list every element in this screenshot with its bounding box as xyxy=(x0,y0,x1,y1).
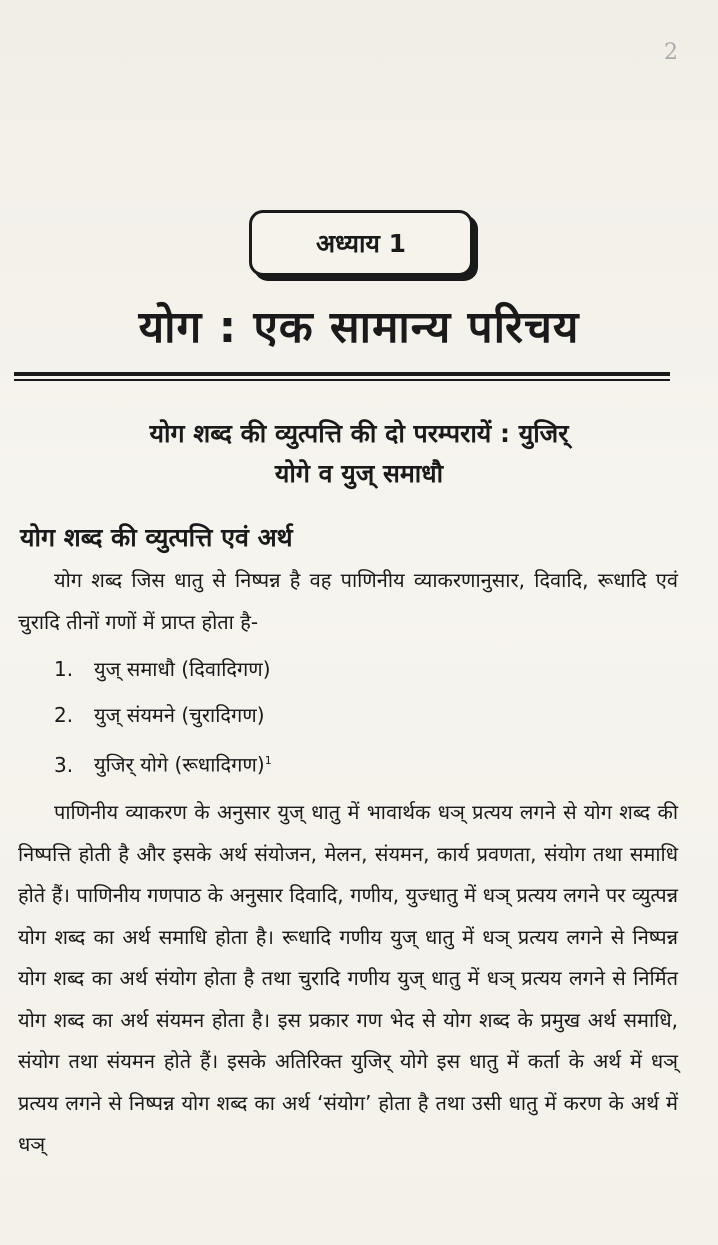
list-item-text: युज् संयमने (चुरादिगण) xyxy=(94,703,265,727)
list-item xyxy=(54,646,272,692)
subtitle-line-1: योग शब्द की व्युत्पत्ति की दो परम्परायें : युजिर् xyxy=(149,419,569,448)
paragraph-1: योग शब्द जिस धातु से निष्पन्न है वह पाणिनीय व्याकरणानुसार, दिवादि, रूधादि एवं चुरादि तीनों गणों में प्राप्त होता है- xyxy=(18,568,678,634)
chapter-subtitle xyxy=(40,414,678,494)
root-list xyxy=(54,646,272,788)
footnote-marker: 1 xyxy=(264,754,272,767)
paragraph-2: पाणिनीय व्याकरण के अनुसार युज् धातु में भावार्थक धञ् प्रत्यय लगने से योग शब्द की निष्पत्ति होती है और इसके अर्थ संयोजन, मेलन, संयमन, कार्य प्रवणता, संयोग तथा समाधि होते हैं। पाणिनीय गणपाठ के अनुसार दिवादि, गणीय, युज्धातु में धञ् प्रत्यय लगने पर व्युत्पन्न योग शब्द का अर्थ समाधि होता है। रूधादि गणीय युज् धातु में धञ् प्रत्यय लगने से निष्पन्न योग शब्द का अर्थ संयोग होता है तथा चुरादि गणीय युज् धातु में धञ् प्रत्यय लगने से निर्मित योग शब्द का अर्थ संयमन होता है। इस प्रकार गण भेद से योग शब्द के प्रमुख अर्थ समाधि, संयोग तथा संयमन होते हैं। इसके अतिरिक्त युजिर् योगे इस धातु में कर्ता के अर्थ में धञ् प्रत्यय लगने से निष्पन्न योग शब्द का अर्थ ‘संयोग’ होता है तथा उसी धातु में करण के अर्थ में धञ् xyxy=(18,800,678,1156)
title-rule-thick xyxy=(14,372,670,376)
page-number: 2 xyxy=(664,40,678,65)
chapter-title: योग : एक सामान्य परिचय xyxy=(138,302,580,353)
title-rule-thin xyxy=(14,379,670,381)
subtitle-line-2: योगे व युज् समाधौ xyxy=(274,459,444,488)
list-item-number: 3. xyxy=(54,752,74,777)
list-item-text: युज् समाधौ (दिवादिगण) xyxy=(94,657,271,681)
list-item xyxy=(54,738,272,788)
chapter-label: अध्याय 1 xyxy=(315,229,407,258)
list-item-number: 2. xyxy=(54,703,74,727)
list-item-text: युजिर् योगे (रूधादिगण) xyxy=(94,752,265,777)
chapter-label-box xyxy=(249,210,473,276)
list-item xyxy=(54,692,272,738)
section-heading: योग शब्द की व्युत्पत्ति एवं अर्थ xyxy=(20,523,293,552)
list-item-number: 1. xyxy=(54,657,74,681)
